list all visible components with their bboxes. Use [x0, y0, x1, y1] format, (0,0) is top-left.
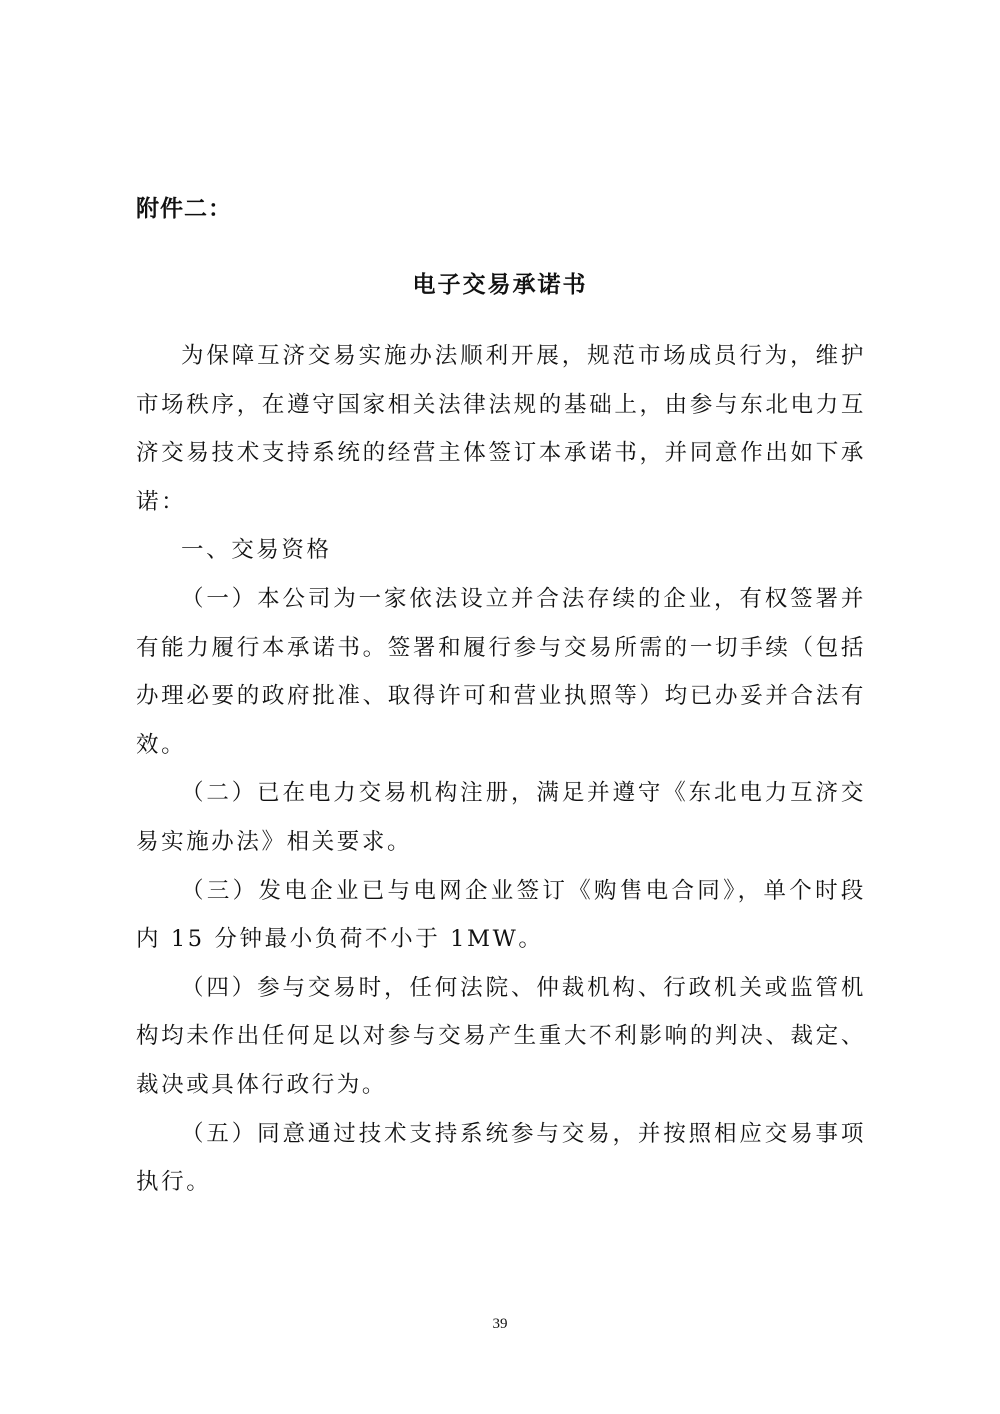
section-heading: 一、交易资格: [181, 537, 332, 564]
intro-paragraph: 为保障互济交易实施办法顺利开展，规范市场成员行为，维护市场秩序，在遵守国家相关法律法规的基础上，由参与东北电力互济交易技术支持系统的经营主体签订本承诺书，并同意作出如下承诺：: [136, 343, 866, 515]
clause-3: （三）发电企业已与电网企业签订《购售电合同》，单个时段内 15 分钟最小负荷不小于 1MW。: [136, 877, 866, 953]
clause-4: （四）参与交易时，任何法院、仲裁机构、行政机关或监管机构均未作出任何足以对参与交易产生重大不利影响的判决、裁定、裁决或具体行政行为。: [136, 974, 866, 1098]
clause-1: （一）本公司为一家依法设立并合法存续的企业，有权签署并有能力履行本承诺书。签署和履行参与交易所需的一切手续（包括办理必要的政府批准、取得许可和营业执照等）均已办妥并合法有效。: [136, 585, 866, 758]
document-body: [136, 332, 866, 1207]
clause-2: （二）已在电力交易机构注册，满足并遵守《东北电力互济交易实施办法》相关要求。: [136, 780, 866, 855]
clause-5: （五）同意通过技术支持系统参与交易，并按照相应交易事项执行。: [136, 1120, 866, 1196]
page-number: 39: [492, 1316, 508, 1332]
document-title: 电子交易承诺书: [412, 272, 588, 298]
attachment-label: 附件二：: [136, 196, 232, 222]
